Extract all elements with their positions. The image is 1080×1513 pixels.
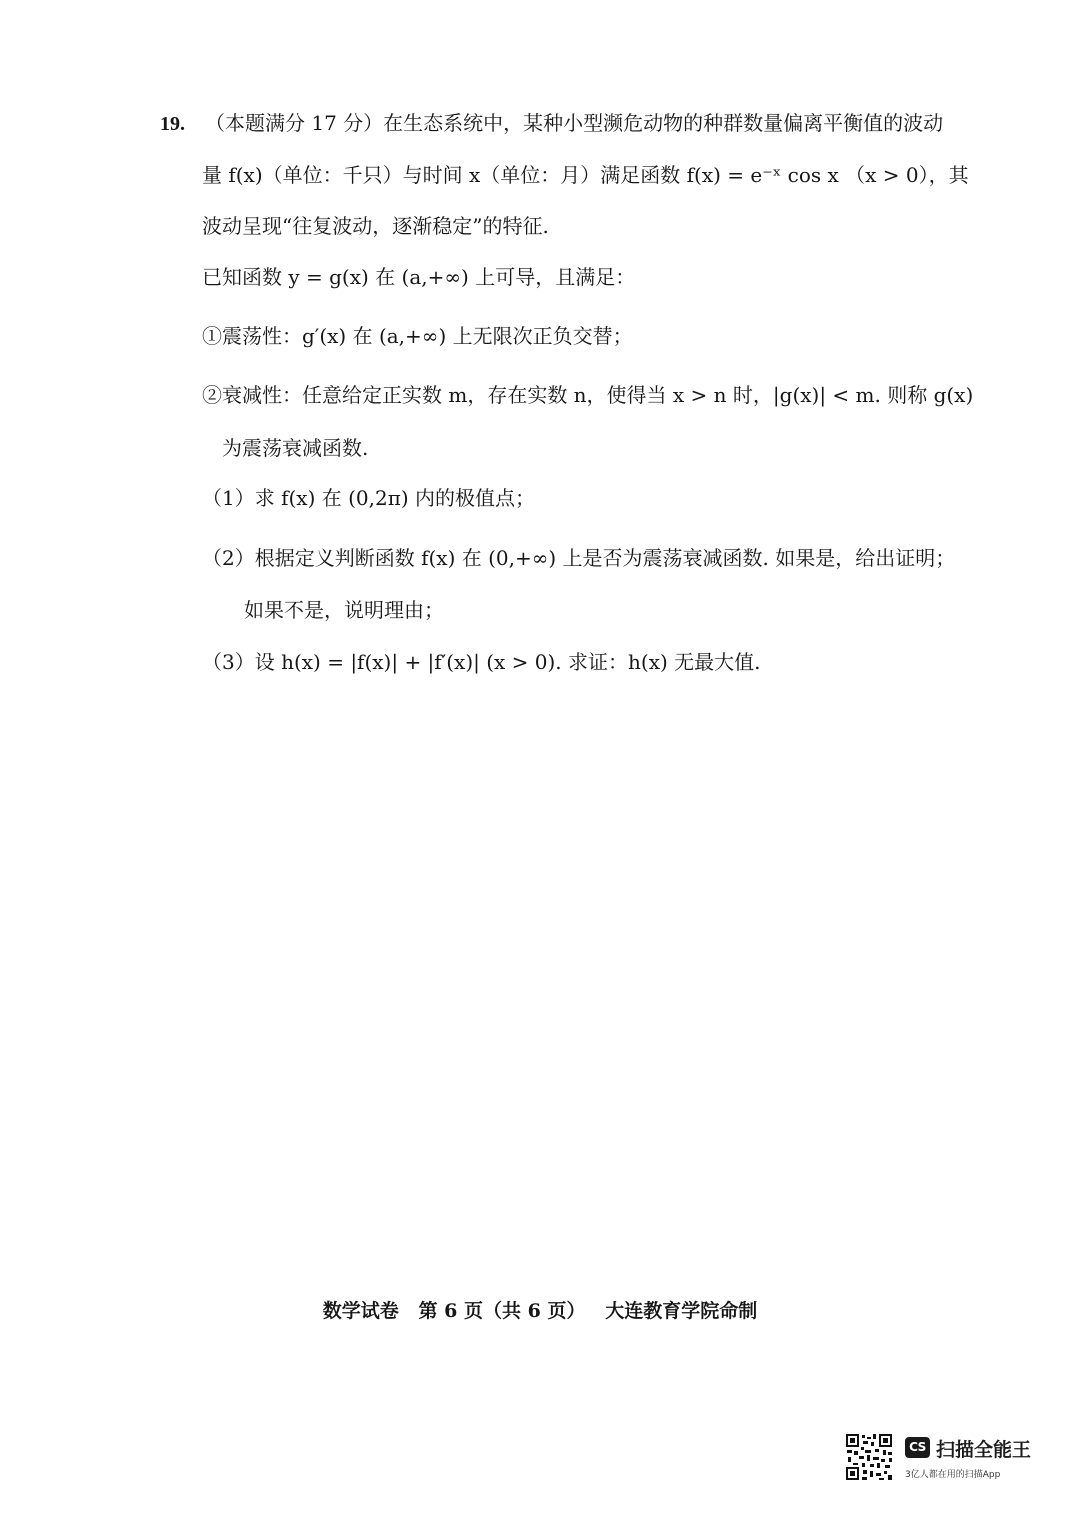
definition-oscillation: ①震荡性：g′(x) 在 (a,+∞) 上无限次正负交替； — [202, 324, 633, 348]
sub-question-3: （3）设 h(x) = |f(x)| + |f′(x)| (x > 0). 求证：h(x) 无最大值. — [202, 650, 761, 674]
sub-question-1: （1）求 f(x) 在 (0,2π) 内的极值点； — [202, 486, 535, 510]
question-text-line-2: 量 f(x)（单位：千只）与时间 x（单位：月）满足函数 f(x) = e⁻ˣ cos x （x > 0），其 — [202, 163, 969, 187]
page-footer: 数学试卷 第 6 页（共 6 页） 大连教育学院命制 — [322, 1300, 758, 1322]
sub-question-2-continued: 如果不是，说明理由； — [244, 598, 444, 622]
camscanner-app-name: 扫描全能王 — [936, 1439, 1032, 1461]
camscanner-logo-icon: CS — [905, 1437, 930, 1458]
question-number: 19. — [160, 113, 185, 135]
camscanner-tagline: 3亿人都在用的扫描App — [905, 1470, 1001, 1480]
definition-intro: 已知函数 y = g(x) 在 (a,+∞) 上可导，且满足： — [202, 265, 636, 289]
question-text-line-3: 波动呈现“往复波动，逐渐稳定”的特征. — [202, 214, 549, 238]
qr-code-icon — [845, 1433, 893, 1481]
definition-decay: ②衰减性：任意给定正实数 m，存在实数 n，使得当 x > n 时，|g(x)| < m. 则称 g(x) — [202, 383, 974, 407]
definition-conclusion: 为震荡衰减函数. — [222, 436, 369, 460]
sub-question-2: （2）根据定义判断函数 f(x) 在 (0,+∞) 上是否为震荡衰减函数. 如果是，给出证明； — [202, 546, 956, 570]
question-text-line-1: （本题满分 17 分）在生态系统中，某种小型濒危动物的种群数量偏离平衡值的波动 — [205, 111, 944, 135]
